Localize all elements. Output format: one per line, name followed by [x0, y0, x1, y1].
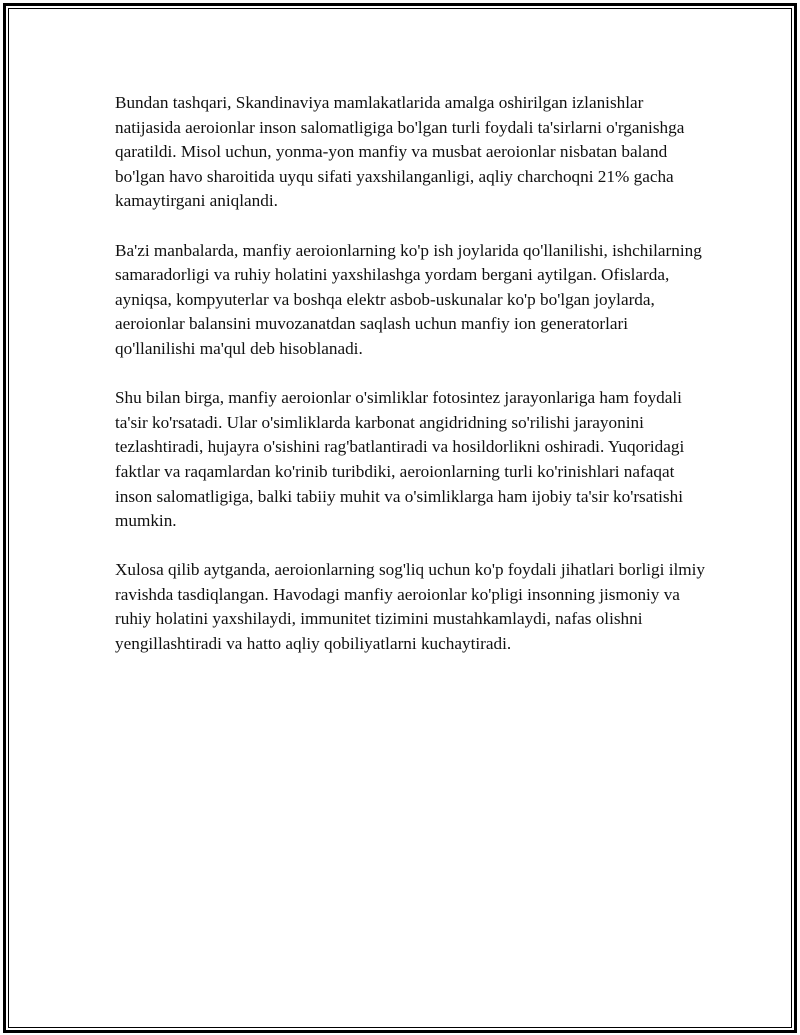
- paragraph-1: Bundan tashqari, Skandinaviya mamlakatlarida amalga oshirilgan izlanishlar natijasida aeroionlar inson salomatligiga bo'lgan turli foydali ta'sirlarni o'rganishga qaratildi. Misol uchun, yonma-yon manfiy va musbat aeroionlar nisbatan baland bo'lgan havo sharoitida uyqu sifati yaxshilanganligi, aqliy charchoqni 21% gacha kamaytirgani aniqlandi.: [115, 93, 685, 211]
- paragraph-3: Shu bilan birga, manfiy aeroionlar o'simliklar fotosintez jarayonlariga ham foydali ta'sir ko'rsatadi. Ular o'simliklarda karbonat angidridning so'rilishi jarayonini tezlashtiradi, hujayra o'sishini rag'batlantiradi va hosildorlikni oshiradi. Yuqoridagi faktlar va raqamlardan ko'rinib turibdiki, aeroionlarning turli ko'rinishlari nafaqat inson salomatligiga, balki tabiiy muhit va o'simliklarga ham ijobiy ta'sir ko'rsatishi mumkin.: [115, 388, 685, 531]
- paragraph-2: Ba'zi manbalarda, manfiy aeroionlarning ko'p ish joylarida qo'llanilishi, ishchilarning samaradorligi va ruhiy holatini yaxshilashga yordam bergani aytilgan. Ofislarda, ayniqsa, kompyuterlar va boshqa elektr asbob-uskunalar ko'p bo'lgan joylarda, aeroionlar balansini muvozanatdan saqlash uchun manfiy ion generatorlari qo'llanilishi ma'qul deb hisoblanadi.: [115, 240, 702, 358]
- paragraph-4: Xulosa qilib aytganda, aeroionlarning sog'liq uchun ko'p foydali jihatlari borligi ilmiy ravishda tasdiqlangan. Havodagi manfiy aeroionlar ko'pligi insonning jismoniy va ruhiy holatini yaxshilaydi, immunitet tizimini mustahkamlaydi, nafas olishni yengillashtiradi va hatto aqliy qobiliyatlarni kuchaytiradi.: [115, 560, 705, 654]
- document-body: [115, 91, 705, 681]
